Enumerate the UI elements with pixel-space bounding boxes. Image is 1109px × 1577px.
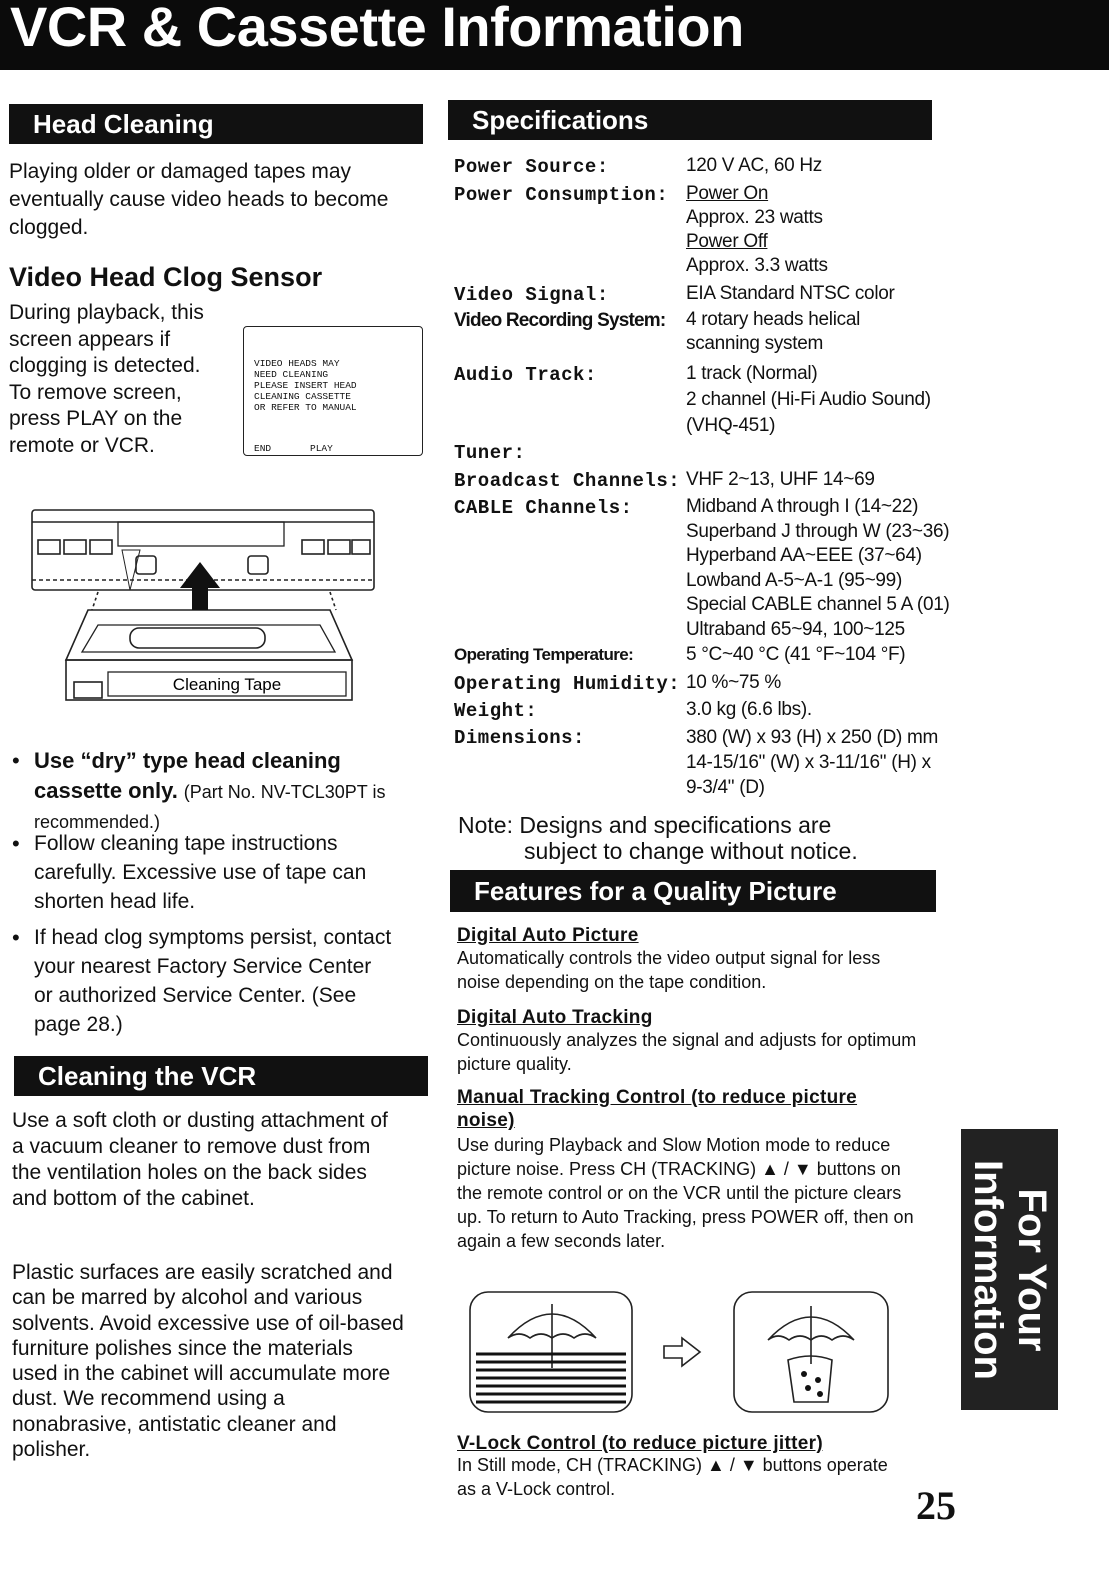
video-recording-label: Video Recording System: xyxy=(454,310,666,331)
dimensions-line: 9-3/4" (D) xyxy=(686,777,765,798)
cleaning-vcr-para-2: Plastic surfaces are easily scratched and can be marred by alcohol and various solvents. Avoid excessive use of oil-based furniture polishes since the materials used in the cabinet will accumulate more dust. We recommend using a nonabrasive, antistatic cleaner and polisher. xyxy=(12,1261,404,1462)
clog-sensor-title: Video Head Clog Sensor xyxy=(9,262,323,292)
bullet-icon: • xyxy=(12,831,20,856)
bullet-icon: • xyxy=(12,925,20,950)
video-recording-line: scanning system xyxy=(686,333,824,354)
power-consumption-value xyxy=(686,182,828,278)
side-tab-label: For Your Information xyxy=(965,1159,1054,1380)
bullet-1-small: (Part No. NV-TCL30PT is recommended.) xyxy=(34,782,386,832)
video-signal-label: Video Signal: xyxy=(454,284,609,306)
operating-temperature-label: Operating Temperature: xyxy=(454,645,634,664)
head-cleaning-intro: Playing older or damaged tapes may eventually cause video heads to become clogged. xyxy=(9,160,389,239)
tuner-label: Tuner: xyxy=(454,442,526,464)
broadcast-channels-label: Broadcast Channels: xyxy=(454,470,681,492)
cleaning-vcr-para-1: Use a soft cloth or dusting attachment of a vacuum cleaner to remove dust from the ventilation holes on the back sides and bottom of the cabinet. xyxy=(12,1109,388,1210)
screen-end-label: END xyxy=(254,443,272,454)
video-signal-value: EIA Standard NTSC color xyxy=(686,283,895,304)
screen-message-line: VIDEO HEADS MAY xyxy=(254,358,340,369)
power-off-label: Power Off xyxy=(686,231,768,252)
video-recording-value xyxy=(686,308,860,356)
note-label: Note: xyxy=(458,812,513,838)
feature-digital-auto-picture-title: Digital Auto Picture xyxy=(457,925,639,946)
feature-manual-tracking-body: Use during Playback and Slow Motion mode to reduce picture noise. Press CH (TRACKING) ▲ / ▼ buttons on the remote control or on the VCR until the picture clears up. To return to Auto Tracking, press POWER off, then on again a few seconds later. xyxy=(457,1135,914,1251)
clog-sensor-text xyxy=(9,300,249,459)
audio-track-label: Audio Track: xyxy=(454,364,597,386)
head-cleaning-bullet-2 xyxy=(12,829,394,916)
dimensions-label: Dimensions: xyxy=(454,727,585,749)
cable-channels-label: CABLE Channels: xyxy=(454,497,633,519)
page-title-bar xyxy=(0,0,1109,70)
broadcast-channels-value: VHF 2~13, UHF 14~69 xyxy=(686,469,875,490)
cable-line: Midband A through I (14~22) xyxy=(686,496,919,517)
dimensions-line: 14-15/16" (W) x 3-11/16" (H) x xyxy=(686,752,931,773)
dimensions-line: 380 (W) x 93 (H) x 250 (D) mm xyxy=(686,727,939,748)
feature-v-lock-body: In Still mode, CH (TRACKING) ▲ / ▼ buttons operate as a V-Lock control. xyxy=(457,1455,888,1499)
head-cleaning-heading: Head Cleaning xyxy=(9,104,423,144)
screen-message-line: PLEASE INSERT HEAD xyxy=(254,380,357,391)
clog-warning-screen xyxy=(243,326,423,456)
vcr-cleaning-illustration xyxy=(30,500,390,715)
specifications-heading: Specifications xyxy=(448,100,932,140)
for-your-information-tab xyxy=(961,1129,1058,1410)
clog-text-line: During playback, this xyxy=(9,301,204,324)
bullet-1-bold: Use “dry” type head cleaning cassette only. xyxy=(34,748,341,803)
power-source-value: 120 V AC, 60 Hz xyxy=(686,155,822,176)
features-heading: Features for a Quality Picture xyxy=(450,870,936,912)
power-consumption-label: Power Consumption: xyxy=(454,184,669,206)
dimensions-value xyxy=(686,725,938,800)
feature-digital-auto-picture-body: Automatically controls the video output signal for less noise depending on the tape condition. xyxy=(457,948,881,992)
power-on-value: Approx. 23 watts xyxy=(686,207,823,228)
audio-track-line: (VHQ-451) xyxy=(686,415,776,436)
cleaning-tape-label: Cleaning Tape xyxy=(172,675,282,694)
cable-line: Special CABLE channel 5 A (01) xyxy=(686,594,950,616)
weight-value: 3.0 kg (6.6 lbs). xyxy=(686,699,812,720)
audio-track-line: 2 channel (Hi-Fi Audio Sound) xyxy=(686,389,931,410)
feature-digital-auto-tracking-title: Digital Auto Tracking xyxy=(457,1007,653,1028)
weight-label: Weight: xyxy=(454,700,538,722)
video-recording-line: 4 rotary heads helical xyxy=(686,309,861,330)
page-title: VCR & Cassette Information xyxy=(10,0,744,58)
bullet-2-text: Follow cleaning tape instructions carefully. Excessive use of tape can shorten head life. xyxy=(34,832,367,913)
clog-text-line: press PLAY on the xyxy=(9,407,183,430)
screen-play-label: PLAY xyxy=(310,443,333,454)
power-source-label: Power Source: xyxy=(454,156,609,178)
bullet-icon: • xyxy=(12,748,20,773)
screen-message-line: CLEANING CASSETTE xyxy=(254,391,351,402)
cable-line: Hyperband AA~EEE (37~64) xyxy=(686,545,922,567)
operating-humidity-value: 10 %~75 % xyxy=(686,672,782,693)
cable-line: Lowband A-5~A-1 (95~99) xyxy=(686,569,902,591)
audio-track-line: 1 track (Normal) xyxy=(686,363,818,384)
screen-message xyxy=(254,358,419,413)
cleaning-vcr-heading: Cleaning the VCR xyxy=(14,1056,428,1096)
bullet-3-text: If head clog symptoms persist, contact your nearest Factory Service Center or authorized Service Center. (See page 28.) xyxy=(34,926,392,1036)
feature-manual-tracking-title: Manual Tracking Control (to reduce picture noise) xyxy=(457,1087,858,1131)
cable-line: Ultraband 65~94, 100~125 xyxy=(686,618,905,640)
clog-text-line: To remove screen, xyxy=(9,380,182,404)
screen-message-line: NEED CLEANING xyxy=(254,369,329,380)
page-number: 25 xyxy=(916,1483,956,1528)
head-cleaning-bullet-1 xyxy=(12,746,394,837)
feature-v-lock-title: V-Lock Control (to reduce picture jitter) xyxy=(457,1433,823,1454)
cable-line: Superband J through W (23~36) xyxy=(686,520,950,542)
note-line-1: Designs and specifications are xyxy=(519,812,832,838)
specifications-note xyxy=(458,812,831,839)
head-cleaning-bullet-3 xyxy=(12,923,394,1039)
operating-temperature-value: 5 °C~40 °C (41 °F~104 °F) xyxy=(686,644,906,665)
clog-text-line: screen appears if xyxy=(9,327,171,351)
screen-message-line: OR REFER TO MANUAL xyxy=(254,402,357,413)
power-on-label: Power On xyxy=(686,183,769,204)
clog-text-line: clogging is detected. xyxy=(9,354,201,377)
audio-track-value xyxy=(686,361,931,439)
cable-channels-value xyxy=(686,495,950,643)
specifications-note-line-2: subject to change without notice. xyxy=(524,838,858,864)
feature-digital-auto-tracking-body: Continuously analyzes the signal and adjusts for optimum picture quality. xyxy=(457,1030,917,1074)
operating-humidity-label: Operating Humidity: xyxy=(454,673,681,695)
picture-noise-illustration xyxy=(468,1290,892,1416)
power-off-value: Approx. 3.3 watts xyxy=(686,255,828,276)
clog-text-line: remote or VCR. xyxy=(9,433,155,457)
